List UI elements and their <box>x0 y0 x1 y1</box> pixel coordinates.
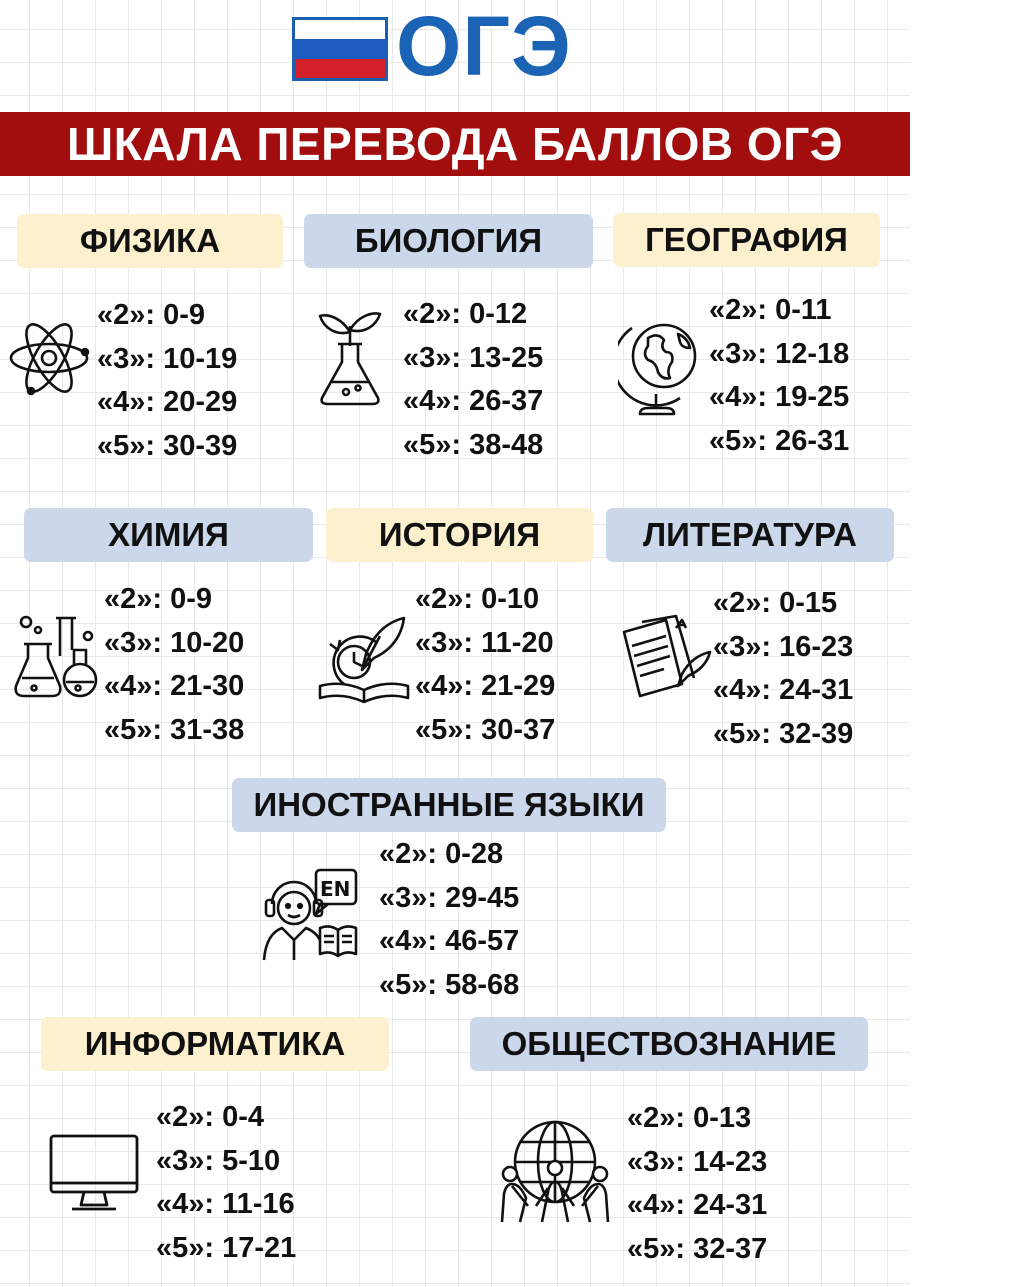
score-row: «3»: 14-23 <box>627 1145 768 1178</box>
score-row: «5»: 31-38 <box>104 713 245 746</box>
score-row: «5»: 32-39 <box>713 717 854 750</box>
banner-title: ШКАЛА ПЕРЕВОДА БАЛЛОВ ОГЭ <box>0 112 910 176</box>
score-row: «2»: 0-9 <box>104 583 213 615</box>
people-globe-icon <box>498 1118 612 1226</box>
score-row: «2»: 0-11 <box>709 294 832 326</box>
language-label: EN <box>320 877 351 901</box>
subject-title-physics: ФИЗИКА <box>17 214 283 268</box>
score-list-informatics <box>156 1096 296 1270</box>
score-row: «2»: 0-13 <box>627 1102 752 1134</box>
history-book-quill-icon <box>318 614 410 706</box>
subject-title-biology: БИОЛОГИЯ <box>304 214 593 268</box>
score-list-foreign-languages <box>379 833 519 1007</box>
paper-quill-icon <box>620 612 712 698</box>
subject-title-informatics: ИНФОРМАТИКА <box>41 1017 389 1071</box>
score-row: «4»: 20-29 <box>97 386 238 418</box>
score-row: «4»: 11-16 <box>156 1188 295 1220</box>
score-row: «4»: 24-31 <box>713 674 854 706</box>
score-row: «3»: 12-18 <box>709 337 850 370</box>
subject-title-foreign-languages: ИНОСТРАННЫЕ ЯЗЫКИ <box>232 778 666 832</box>
subject-title-chemistry: ХИМИЯ <box>24 508 313 562</box>
score-row: «4»: 46-57 <box>379 925 520 957</box>
score-row: «2»: 0-10 <box>415 583 540 615</box>
score-row: «5»: 30-37 <box>415 713 556 746</box>
score-row: «5»: 30-39 <box>97 429 238 462</box>
score-list-social-studies <box>627 1097 767 1271</box>
score-list-history <box>415 578 555 752</box>
chemistry-flasks-icon <box>12 612 100 700</box>
score-row: «2»: 0-4 <box>156 1101 265 1133</box>
score-row: «5»: 38-48 <box>403 428 544 461</box>
monitor-icon <box>48 1133 140 1213</box>
atom-icon <box>6 315 92 401</box>
score-row: «3»: 13-25 <box>403 341 544 374</box>
subject-title-geography: ГЕОГРАФИЯ <box>613 213 880 267</box>
score-list-biology <box>403 293 543 467</box>
score-list-physics <box>97 294 237 468</box>
score-row: «2»: 0-15 <box>713 587 838 619</box>
page-title: ОГЭ <box>396 0 572 93</box>
globe-icon <box>618 316 704 418</box>
russian-flag-icon <box>292 17 388 81</box>
score-row: «4»: 21-30 <box>104 670 245 702</box>
score-row: «4»: 24-31 <box>627 1189 768 1221</box>
score-row: «3»: 11-20 <box>415 626 554 659</box>
score-row: «3»: 10-20 <box>104 626 245 659</box>
language-student-icon <box>258 864 360 966</box>
subject-title-literature: ЛИТЕРАТУРА <box>606 508 894 562</box>
score-row: «3»: 16-23 <box>713 630 854 663</box>
score-row: «2»: 0-12 <box>403 298 528 330</box>
score-row: «2»: 0-9 <box>97 299 206 331</box>
score-row: «5»: 32-37 <box>627 1232 768 1265</box>
score-row: «5»: 58-68 <box>379 968 520 1001</box>
score-row: «5»: 26-31 <box>709 424 850 457</box>
score-list-literature <box>713 582 853 756</box>
score-list-chemistry <box>104 578 244 752</box>
score-row: «4»: 21-29 <box>415 670 556 702</box>
score-row: «3»: 29-45 <box>379 881 520 914</box>
score-list-geography <box>709 289 849 463</box>
score-row: «4»: 19-25 <box>709 381 850 413</box>
score-row: «3»: 10-19 <box>97 342 238 375</box>
score-row: «3»: 5-10 <box>156 1144 281 1177</box>
score-row: «5»: 17-21 <box>156 1231 297 1264</box>
subject-title-social-studies: ОБЩЕСТВОЗНАНИЕ <box>470 1017 868 1071</box>
subject-title-history: ИСТОРИЯ <box>326 508 593 562</box>
score-row: «2»: 0-28 <box>379 838 504 870</box>
sprout-flask-icon <box>314 308 386 408</box>
score-row: «4»: 26-37 <box>403 385 544 417</box>
